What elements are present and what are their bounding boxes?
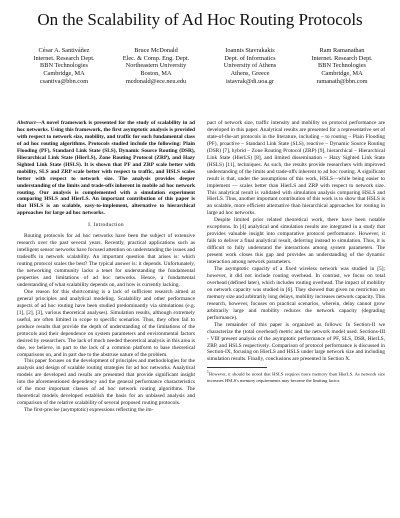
author-organization: BBN Technologies — [318, 62, 366, 70]
author-4 — [296, 47, 388, 86]
author-3 — [204, 47, 296, 86]
left-column — [17, 120, 195, 414]
body-paragraph: Routing protocols for ad hoc networks have been the subject of extensive research over the past several years. Recently, practical applications such as intelligent sensor networks have focused attention on understanding the issues and tradeoffs in network scalability. An important question that arises is: which routing protocol scales the best? The typical answer is: it depends. Unfortunately, the networking community lacks a tenet for understanding the fundamental properties and limitations of ad hoc networks. Hence, a fundamental understanding of what scalability depends on, and how is currently lacking. — [17, 233, 195, 288]
author-email: ramanath@bbn.com — [316, 77, 368, 85]
author-name: Bruce McDonald — [134, 47, 178, 54]
author-1 — [18, 47, 110, 86]
author-affiliation: Elec. & Comp. Eng. Dept. — [122, 54, 190, 62]
paper-title: On the Scalability of Ad Hoc Routing Protocols — [37, 10, 363, 29]
footnote-marker: 1 — [207, 370, 209, 375]
author-affiliation: Dept. of Informatics — [224, 54, 276, 62]
right-column — [207, 120, 385, 383]
author-email: csantiva@bbn.com — [39, 77, 89, 85]
footnote-text: However, it should be noted that HSLS requires more memory than HierLS. As network size increases HSLS's memory requirements may become the limiting factor. — [207, 371, 385, 383]
abstract — [17, 120, 195, 217]
abstract-lead: Abstract— — [17, 120, 41, 126]
author-email: istavrak@di.uoa.gr — [225, 77, 275, 85]
author-organization: University of Athens — [223, 62, 277, 70]
author-name: Ioannis Stavrakakis — [225, 47, 275, 54]
author-name: César A. Santiváñez — [38, 47, 90, 54]
body-paragraph: Despite limited prior related theoretical work, there have been notable exceptions. In [4] analytical and simulation results are integrated in a study that provides valuable insight into comparative protocol performance. However, it fails to deliver a final analytical result, deferring instead to simulation. Thus, it is difficult to fully understand the interactions among system parameters. The present work closes this gap and provides an understanding of the dynamic interaction among network parameters. — [207, 217, 385, 266]
author-city: Cambridge, MA — [321, 70, 363, 78]
body-paragraph: The first-precise (asymptotic) expressions reflecting the im- — [24, 407, 154, 414]
author-name: Ram Ramanathan — [319, 47, 365, 54]
body-paragraph: The remainder of this paper is organized as follows: In Section-II we characterize the (total overhead) metric and the network model used. Sections-III - VIII present analysis of the asymptotic performance of PF, SLS, DSR, HierLS, ZRP, and HSLS respectively. Comparison of protocol performance is discussed in Section-IX, focusing on HierLS and HSLS under large network size and including simulation results. Finally, conclusions are presented in Section X. — [207, 321, 385, 363]
author-city: Athens, Greece — [230, 70, 270, 78]
author-affiliation: Internet. Research Dept. — [311, 54, 373, 62]
author-city: Boston, MA — [140, 70, 172, 78]
author-block — [18, 47, 388, 99]
author-organization: BBN Technologies — [40, 62, 88, 70]
author-affiliation: Internet. Research Dept. — [33, 54, 95, 62]
author-city: Cambridge, MA — [43, 70, 85, 78]
author-organization: Northeastern University — [125, 62, 187, 70]
abstract-body: A novel framework is presented for the study of scalability in ad hoc networks. Using this framework, the first asymptotic analysis is provided with respect to network size, mobility, and traffic for such fundamental class of ad hoc routing algorithms. Protocols studied include the following: Plain Flooding (PF), Standard Link State (SLS), Dynamic Source Routing (DSR), Hierarchical Link State (HierLS), Zone Routing Protocol (ZRP), and Hazy Sighted Link State (HSLS). It is shown that PF and ZRP scale better with mobility, SLS and ZRP scale better with respect to traffic, and HSLS scales better with respect to network size. The analysis provides deeper understanding of the limits and trade-offs inherent in mobile ad hoc network routing. Our analysis is complemented with a simulation experiment comparing HSLS and HierLS. An important contribution of this paper is that HSLS is an scalable, easy-to-implement, alternative to hierarchical approaches for large ad hoc networks. — [17, 120, 195, 217]
footnote — [207, 370, 385, 383]
footnote-rule — [207, 367, 267, 368]
body-paragraph: pact of network size, traffic intensity and mobility on protocol performance are developed in this paper. Analytical results are presented for a representative set of state-of-the-art protocols in the literature, including – to routing – Plain Flooding (PF), proactive – Standard Link State (SLS), reactive – Dynamic Source Routing (DSR) [7], hybrid – Zone Routing Protocol (ZRP) [9], hierarchical – Hierarchical Link State (HierLS) [8], and limited dissemination – Hazy Sighted Link State (HSLS) [11], techniques. As such, the results provide researchers with improved understanding of the limits and trade-offs inherent to ad hoc routing. A significant result is that, under the assumptions of this work, HSLS—while being easier to implement — scales better than HierLS and ZRP with respect to network size. This analytical result is validated with simulation analysis comparing HSLS and HierLS. Thus, another important contribution of this work is to show that HSLS is an scalable, more efficient alternative than hierarchical approaches for routing in large ad hoc networks. — [207, 120, 385, 217]
section-heading: I. Introduction — [88, 222, 124, 229]
body-paragraph: This paper focuses on the development of principles and methodologies for the analysis and design of scalable routing strategies for ad hoc networks. Analytical models are developed and results are presented that provide significant insight into the aforementioned dependency and the general performance characteristics of the most important classes of ad hoc network routing algorithms. The theoretical models developed establish the basis for an unbiased analysis and comparison of the relative scalability of several proposed routing protocols. — [17, 358, 195, 407]
author-email: mcdonald@ece.neu.edu — [125, 77, 187, 85]
author-2 — [110, 47, 202, 86]
body-paragraph: One reason for this shortcoming is a lack of sufficient research aimed at general principles and analytical modeling. Scalability and other performance aspects of ad hoc routing have been studied predominantly via simulations (e.g. [1], [2], [3], various theoretical analyses). Simulation results, although extremely useful, are often limited in scope to specific scenarios. Thus, they often fail to produce results that provide the depth of understanding of the limitations of the protocols and their dependence on system parameters and environmental factors desired by researchers. The lack of much needed theoretical analysis in this area is due, we believe, in part to the lack of a common platform to base theoretical comparisons on, and in part due to the abstruse nature of the problem. — [17, 288, 195, 358]
body-paragraph: The asymptotic capacity of a fixed wireless network was studied in [5]; however, it did not include routing overhead. In contrast, we focus on total overhead (defined later), which includes routing overhead. The impact of mobility on network capacity was studied in [6]. They showed that given no restriction on memory size and arbitrarily long delays, mobility increases network capacity. This research, however, focuses on practical scenarios, wherein, delay cannot grow arbitrarily large and mobility reduces the network capacity (degrading performance). — [207, 266, 385, 321]
